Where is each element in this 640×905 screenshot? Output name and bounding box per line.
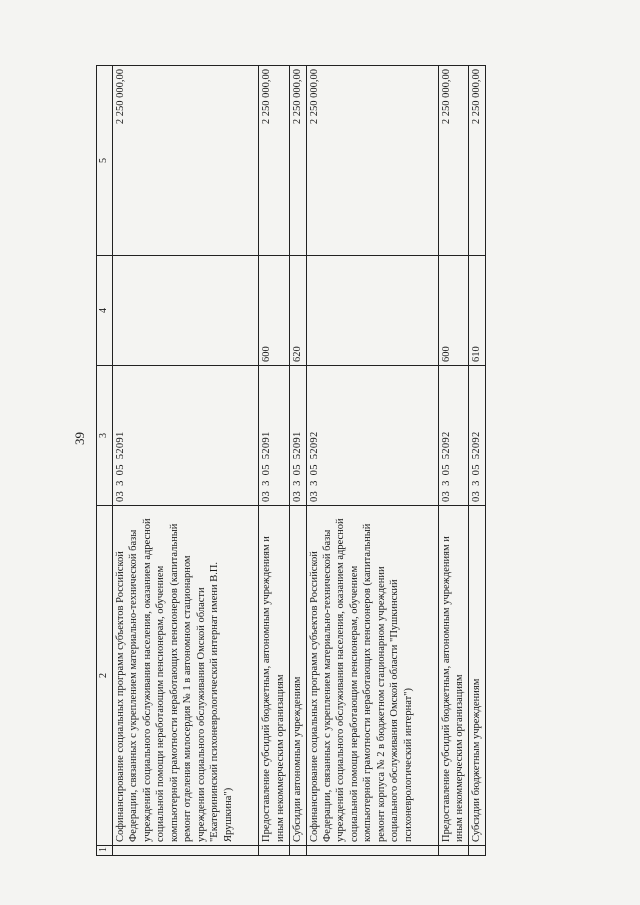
code-subprogram: 05 [261,464,273,476]
page-number: 39 [72,432,87,445]
code-program: 3 [115,480,127,486]
header-col-5: 5 [97,66,113,256]
row-amount: 2 250 000,00 [469,66,486,256]
row-code [306,366,438,506]
row-description: Софинансирование социальных программ субъектов Российской Федерации, связанных с укреплением материально-технической базы учреждений социального обслуживания населения, оказанием адресной социальной помощи неработающим пенсионерам, обучением компьютерной грамотности неработающих пенсионеров (капитальный ремонт корпуса № 2 в бюджетном стационарном учреждении социального обслуживания Омской области "Пушкинский психоневрологический интернат") [306,506,438,846]
row-description: Субсидии бюджетным учреждениям [469,506,486,846]
code-direction: 52091 [261,431,273,460]
table-row [259,66,289,856]
row-amount: 2 250 000,00 [306,66,438,256]
row-kvr: 620 [289,256,306,366]
row-amount: 2 250 000,00 [113,66,259,256]
row-description: Софинансирование социальных программ субъектов Российской Федерации, связанных с укреплением материально-технической базы учреждений социального обслуживания населения, оказанием адресной социальной помощи неработающим пенсионерам, обучением компьютерной грамотности неработающих пенсионеров (капитальный ремонт отделения милосердия № 1 в автономном стационарном учреждении социального обслуживания Омской области "Екатерининский психоневрологический интернат имени В.П. Ярушкина") [113,506,259,846]
table-row [469,66,486,856]
code-subprogram: 05 [291,464,303,476]
row-amount: 2 250 000,00 [438,66,468,256]
row-code [289,366,306,506]
code-section: 03 [471,490,483,502]
row-kvr [113,256,259,366]
code-section: 03 [291,490,303,502]
row-amount: 2 250 000,00 [289,66,306,256]
code-direction: 52091 [115,431,127,460]
row-kvr: 600 [259,256,289,366]
code-program: 3 [440,480,452,486]
row-index-cell [113,846,259,856]
header-col-3: 3 [97,366,113,506]
code-subprogram: 05 [471,464,483,476]
row-description: Предоставление субсидий бюджетным, автономным учреждениям и иным некоммерческим организациям [259,506,289,846]
row-kvr [306,256,438,366]
row-index-cell [289,846,306,856]
row-code [469,366,486,506]
code-direction: 52092 [471,431,483,460]
row-description: Субсидии автономным учреждениям [289,506,306,846]
row-kvr: 610 [469,256,486,366]
code-subprogram: 05 [308,464,320,476]
code-direction: 52092 [440,431,452,460]
header-col-4: 4 [97,256,113,366]
row-index-cell [259,846,289,856]
table-row [438,66,468,856]
rotated-table-container [96,66,486,856]
code-subprogram: 05 [440,464,452,476]
code-section: 03 [308,490,320,502]
code-program: 3 [471,480,483,486]
row-code [113,366,259,506]
code-section: 03 [440,490,452,502]
row-kvr: 600 [438,256,468,366]
row-index-cell [438,846,468,856]
table-row [113,66,259,856]
row-amount: 2 250 000,00 [259,66,289,256]
code-program: 3 [261,480,273,486]
code-section: 03 [115,490,127,502]
header-col-1: 1 [97,846,113,856]
row-index-cell [306,846,438,856]
code-direction: 52091 [291,431,303,460]
code-subprogram: 05 [115,464,127,476]
table-header-row [97,66,113,856]
code-direction: 52092 [308,431,320,460]
table-row [306,66,438,856]
code-section: 03 [261,490,273,502]
code-program: 3 [291,480,303,486]
row-description: Предоставление субсидий бюджетным, автономным учреждениям и иным некоммерческим организациям [438,506,468,846]
code-program: 3 [308,480,320,486]
row-code [259,366,289,506]
header-col-2: 2 [97,506,113,846]
row-code [438,366,468,506]
table-row [289,66,306,856]
budget-table [96,65,486,856]
row-index-cell [469,846,486,856]
